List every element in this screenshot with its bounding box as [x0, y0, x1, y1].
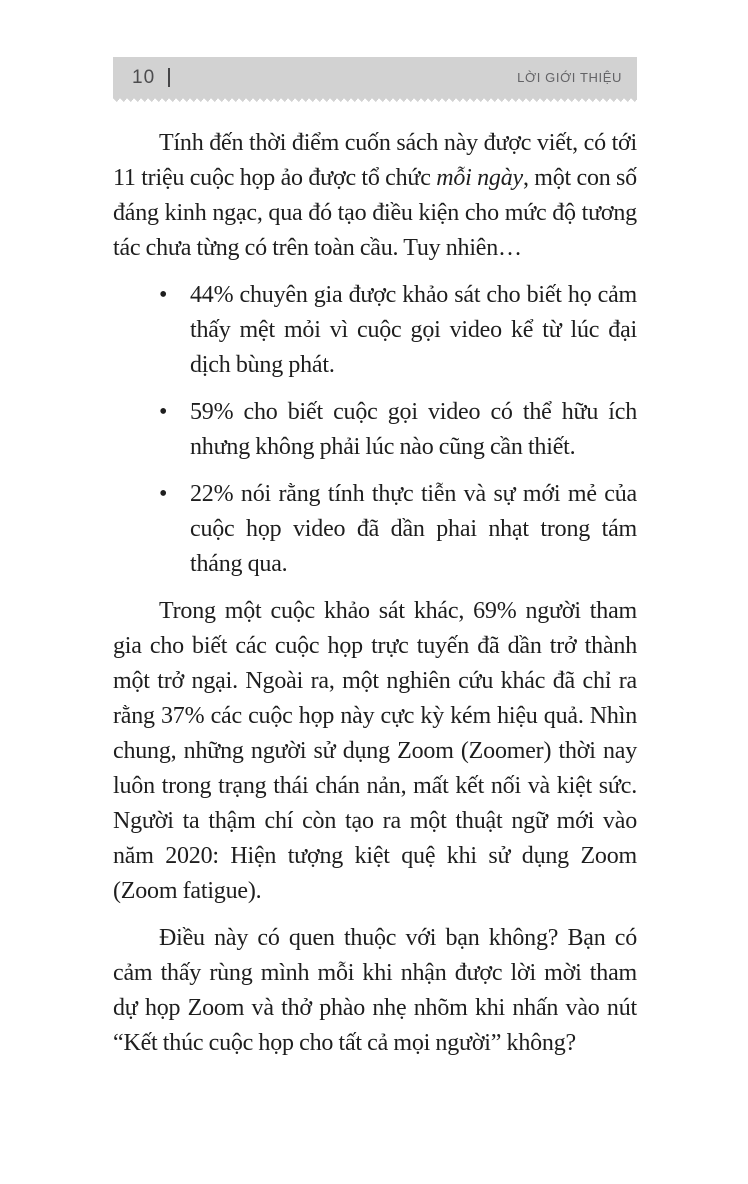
paragraph-intro-italic-phrase: mỗi ngày: [436, 165, 523, 191]
page-number-group: [132, 67, 170, 89]
page-body-text: [113, 126, 637, 1073]
statistics-bullet-list: [113, 278, 637, 582]
bullet-icon: •: [159, 481, 168, 507]
page-header: [113, 57, 637, 98]
paragraph-intro-text-end: , một con số đáng kinh ngạc, qua đó tạo điều kiện cho mức độ tương tác chưa từng có trên toàn cầu. Tuy nhiên…: [113, 165, 637, 261]
list-item: [113, 395, 637, 465]
chapter-running-head: LỜI GIỚI THIỆU: [517, 70, 622, 85]
paragraph-intro: [113, 126, 637, 266]
paragraph-question: Điều này có quen thuộc với bạn không? Bạn có cảm thấy rùng mình mỗi khi nhận được lời mời tham dự họp Zoom và thở phào nhẹ nhõm khi nhấn vào nút “Kết thúc cuộc họp cho tất cả mọi người” không?: [113, 925, 637, 1056]
list-item: [113, 477, 637, 582]
header-divider: [168, 68, 170, 87]
paragraph-intro-text-start: Tính đến thời điểm cuốn sách này được viết, có tới 11 triệu cuộc họp ảo được tổ chức: [113, 130, 637, 191]
bullet-icon: •: [159, 399, 168, 425]
list-item-text: 22% nói rằng tính thực tiễn và sự mới mẻ của cuộc họp video đã dần phai nhạt trong tám tháng qua.: [190, 481, 637, 577]
list-item-text: 59% cho biết cuộc gọi video có thể hữu ích nhưng không phải lúc nào cũng cần thiết.: [190, 399, 637, 460]
list-item: [113, 278, 637, 383]
list-item-text: 44% chuyên gia được khảo sát cho biết họ cảm thấy mệt mỏi vì cuộc gọi video kể từ lúc đại dịch bùng phát.: [190, 282, 637, 378]
page-number: 10: [132, 66, 156, 88]
bullet-icon: •: [159, 282, 168, 308]
paragraph-survey: Trong một cuộc khảo sát khác, 69% người tham gia cho biết các cuộc họp trực tuyến đã dần trở thành một trở ngại. Ngoài ra, một nghiên cứu khác đã chỉ ra rằng 37% các cuộc họp này cực kỳ kém hiệu quả. Nhìn chung, những người sử dụng Zoom (Zoomer) thời nay luôn trong trạng thái chán nản, mất kết nối và kiệt sức. Người ta thậm chí còn tạo ra một thuật ngữ mới vào năm 2020: Hiện tượng kiệt quệ khi sử dụng Zoom (Zoom fatigue).: [113, 598, 637, 904]
